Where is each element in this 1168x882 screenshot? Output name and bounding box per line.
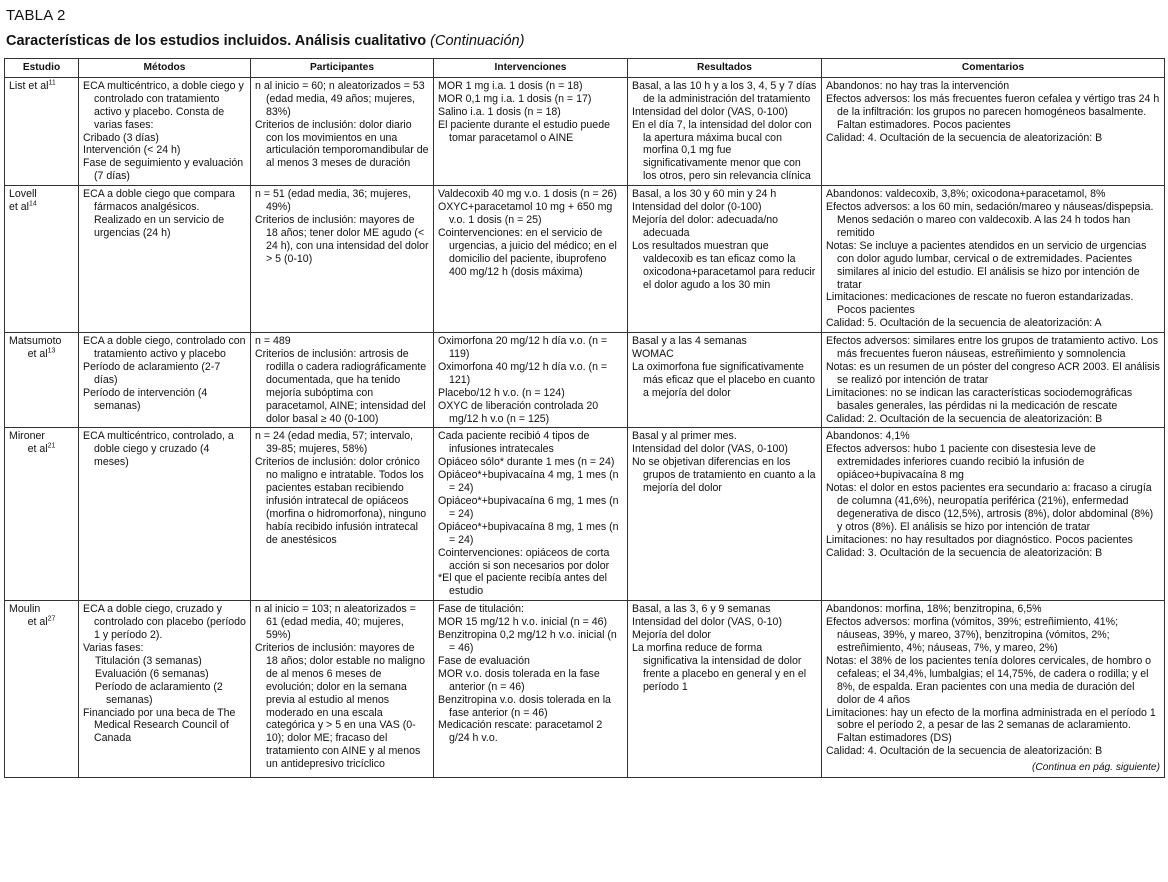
- table-row: [5, 77, 1165, 185]
- cell-line: *El que el paciente recibía antes del estudio: [438, 572, 608, 598]
- reference-number: 21: [47, 442, 56, 450]
- cell-line: ECA a doble ciego que compara fármacos analgésicos. Realizado en un servicio de urgencias (24 h): [83, 188, 235, 239]
- cell-line: Mejoría del dolor: [632, 629, 711, 642]
- cell-line: La oximorfona fue significativamente más eficaz que el placebo en cuanto a mejoría del dolor: [632, 360, 815, 399]
- cell-metodos: [79, 428, 251, 601]
- cell-participantes: [251, 601, 434, 778]
- cell-line: n al inicio = 103; n aleatorizados = 61 (edad media, 40; mujeres, 59%): [255, 603, 416, 642]
- cell-participantes: [251, 77, 434, 185]
- cell-line: Criterios de inclusión: dolor crónico no maligno e intratable. Todos los pacientes estaban recibiendo infusión intratecal de opiáceos (morfina o hidromorfona), ninguno había recibido infusión intratecal de anestésicos: [255, 456, 427, 546]
- header-comentarios: Comentarios: [822, 59, 1165, 78]
- cell-line: Limitaciones: medicaciones de rescate no fueron estandarizadas. Pocos pacientes: [826, 291, 1134, 317]
- cell-line: n = 24 (edad media, 57; intervalo, 39-85; mujeres, 58%): [255, 430, 414, 456]
- study-name-line: Matsumoto: [9, 335, 62, 348]
- cell-line: Opiáceo sólo* durante 1 mes (n = 24): [438, 456, 615, 469]
- cell-line: Basal y al primer mes.: [632, 430, 737, 443]
- cell-line: Placebo/12 h v.o. (n = 124): [438, 386, 565, 399]
- cell-line: Basal, a los 30 y 60 min y 24 h: [632, 188, 777, 201]
- cell-line: La morfina reduce de forma significativa la intensidad de dolor frente a placebo en general y en el período 1: [632, 641, 807, 693]
- cell-metodos: [79, 186, 251, 333]
- cell-line: Calidad: 4. Ocultación de la secuencia de aleatorización: B: [826, 745, 1103, 758]
- cell-line: OXYC de liberación controlada 20 mg/12 h v.o (n = 125): [438, 399, 599, 425]
- cell-line: Basal y a las 4 semanas: [632, 335, 747, 348]
- study-name-line: Mironer: [9, 430, 45, 443]
- reference-number: 11: [48, 79, 56, 87]
- cell-estudio: [5, 333, 79, 428]
- cell-line: Limitaciones: no hay resultados por diagnóstico. Pocos pacientes: [826, 533, 1133, 546]
- cell-line: Criterios de inclusión: dolor diario con los movimientos en una articulación temporomandibular de al menos 3 meses de duración: [255, 118, 429, 170]
- cell-line: Criterios de inclusión: artrosis de rodilla o cadera radiográficamente documentada, que ha tenido mejoría subóptima con paracetamol, AINE; intensidad del dolor basal ≥ 40 (0-100): [255, 348, 427, 425]
- cell-line: n al inicio = 60; n aleatorizados = 53 (edad media, 49 años; mujeres, 83%): [255, 79, 425, 118]
- cell-line: Abandonos: valdecoxib, 3,8%; oxicodona+paracetamol, 8%: [826, 188, 1106, 201]
- cell-line: Valdecoxib 40 mg v.o. 1 dosis (n = 26): [438, 188, 617, 201]
- table-row: [5, 186, 1165, 333]
- header-resultados: Resultados: [628, 59, 822, 78]
- cell-estudio: [5, 601, 79, 778]
- caption-continuation: (Continuación): [430, 33, 525, 49]
- cell-resultados: [628, 186, 822, 333]
- cell-line: Cada paciente recibió 4 tipos de infusiones intratecales: [438, 430, 590, 456]
- cell-line: n = 489: [255, 335, 291, 348]
- cell-line: Período de intervención (4 semanas): [83, 386, 208, 412]
- caption-title: Características de los estudios incluidos. Análisis cualitativo: [6, 33, 427, 49]
- table-row: [5, 601, 1165, 778]
- cell-line: Limitaciones: no se indican las características sociodemográficas basales generales, las pérdidas ni la medicación de rescate: [826, 386, 1133, 412]
- reference-number: 14: [29, 200, 37, 208]
- cell-intervenciones: [434, 333, 628, 428]
- cell-participantes: [251, 428, 434, 601]
- cell-line: OXYC+paracetamol 10 mg + 650 mg v.o. 1 dosis (n = 25): [438, 201, 613, 226]
- cell-line: ECA multicéntrico, controlado, a doble ciego y cruzado (4 meses): [83, 430, 234, 469]
- table-row: [5, 333, 1165, 428]
- study-name-line: et $al^{14}$: [9, 200, 37, 214]
- header-estudio: Estudio: [5, 59, 79, 78]
- cell-line: Calidad: 4. Ocultación de la secuencia de aleatorización: B: [826, 131, 1103, 144]
- cell-line: Calidad: 2. Ocultación de la secuencia de aleatorización: B: [826, 412, 1103, 425]
- cell-line: Fase de evaluación: [438, 654, 530, 667]
- cell-line: Notas: Se incluye a pacientes atendidos en un servicio de urgencias con dolor agudo lumbar, cervical o de extremidades. Pacientes similares al inicio del estudio. El análisis se hizo por intención de tratar: [826, 239, 1147, 291]
- cell-intervenciones: [434, 601, 628, 778]
- cell-line: Oximorfona 40 mg/12 h día v.o. (n = 121): [438, 360, 608, 386]
- cell-resultados: [628, 77, 822, 185]
- cell-line: Evaluación (6 semanas): [95, 667, 209, 680]
- cell-line: MOR 1 mg i.a. 1 dosis (n = 18): [438, 79, 583, 92]
- table-row: [5, 428, 1165, 601]
- cell-line: Criterios de inclusión: mayores de 18 años; tener dolor ME agudo (< 24 h), con una intensidad del dolor > 5 (0-10): [255, 213, 429, 265]
- cell-line: El paciente durante el estudio puede tomar paracetamol o AINE: [438, 118, 610, 144]
- study-name-line: et $al^{21}$: [27, 442, 56, 456]
- study-name-line: Lovell: [9, 188, 37, 201]
- cell-line: Los resultados muestran que valdecoxib es tan eficaz como la oxicodona+paracetamol para reducir el dolor agudo a los 30 min: [632, 239, 816, 291]
- cell-line: Abandonos: morfina, 18%; benzitropina, 6,5%: [826, 603, 1042, 616]
- cell-line: Intensidad del dolor (VAS, 0-10): [632, 616, 782, 629]
- cell-comentarios: [822, 333, 1165, 428]
- cell-line: Intensidad del dolor (VAS, 0-100): [632, 443, 788, 456]
- cell-line: Efectos adversos: los más frecuentes fueron cefalea y vértigo tras 24 h de la infiltración: los grupos no parecen homogéneos basalmente. Faltan estimadores. Pocos pacientes: [826, 92, 1160, 131]
- studies-table: [4, 58, 1165, 778]
- cell-line: Benzitropina v.o. dosis tolerada en la fase anterior (n = 46): [438, 693, 611, 719]
- cell-comentarios: [822, 601, 1165, 778]
- cell-line: Intervención (< 24 h): [83, 144, 181, 157]
- cell-line: Oximorfona 20 mg/12 h día v.o. (n = 119): [438, 335, 608, 361]
- cell-line: Efectos adversos: similares entre los grupos de tratamiento activo. Los más frecuentes fueron náuseas, estreñimiento y somnolencia: [826, 335, 1159, 361]
- cell-line: Efectos adversos: morfina (vómitos, 39%; estreñimiento, 41%; náuseas, 39%, y mareo, 37%), benzitropina (vómitos, 2%; estreñimiento, 4%; náuseas, 7%, y mareo, 2%): [826, 616, 1119, 654]
- study-name-line: et $al^{27}$: [27, 615, 56, 629]
- cell-line: MOR v.o. dosis tolerada en la fase anterior (n = 46): [438, 667, 600, 693]
- header-metodos: Métodos: [79, 59, 251, 78]
- table-caption: [6, 33, 524, 49]
- header-participantes: Participantes: [251, 59, 434, 78]
- cell-line: Período de aclaramiento (2-7 días): [83, 360, 221, 386]
- cell-line: Limitaciones: hay un efecto de la morfina administrada en el período 1 sobre el período 2, a pesar de las 2 semanas de aclaramiento. Faltan estimadores (DS): [826, 706, 1156, 745]
- cell-resultados: [628, 428, 822, 601]
- cell-line: Intensidad del dolor (0-100): [632, 201, 762, 214]
- cell-line: Notas: el 38% de los pacientes tenía dolores cervicales, de hombro o cefaleas; el 34,4%, lumbalgias; el 14,75%, de cadera o rodilla; y el 8%, de espalda. Eran pacientes con una media de duración del dolor de 4 años: [826, 654, 1152, 706]
- reference-number: 27: [47, 615, 56, 623]
- cell-metodos: [79, 601, 251, 778]
- table-label: TABLA 2: [6, 7, 66, 24]
- cell-line: ECA multicéntrico, a doble ciego y controlado con tratamiento activo y placebo. Consta de varias fases:: [83, 79, 244, 131]
- cell-line: Benzitropina 0,2 mg/12 h v.o. inicial (n = 46): [438, 629, 617, 654]
- cell-line: Notas: el dolor en estos pacientes era secundario a: fracaso a cirugía de columna (41,6%), neuropatía periférica (21%), enfermedad degenerativa de disco (12,5%), artrosis (8%), dolor abdominal (8%) y otros (8%). El análisis se hizo por intención de tratar: [826, 482, 1154, 533]
- cell-line: Financiado por una beca de The Medical Research Council of Canada: [83, 706, 236, 745]
- table-header-row: [5, 59, 1165, 78]
- reference-number: 13: [47, 347, 56, 355]
- cell-resultados: [628, 601, 822, 778]
- cell-line: WOMAC: [632, 348, 674, 361]
- cell-estudio: [5, 428, 79, 601]
- cell-line: n = 51 (edad media, 36; mujeres, 49%): [255, 188, 411, 214]
- continuation-note: (Continua en pág. siguiente): [1032, 762, 1160, 774]
- cell-intervenciones: [434, 428, 628, 601]
- study-name-line: List et $al^{11}$: [9, 79, 56, 92]
- cell-line: Intensidad del dolor (VAS, 0-100): [632, 105, 788, 118]
- cell-line: Criterios de inclusión: mayores de 18 años; dolor estable no maligno de al menos 6 meses de evolución; dolor en la semana previa al estudio al menos moderado en una escala categórica y > 5 en una VAS (0-10); dolor ME; fracaso del tratamiento con AINE y al menos un antidepresivo tricíclico: [255, 641, 426, 771]
- cell-line: Fase de seguimiento y evaluación (7 días): [83, 157, 244, 183]
- cell-line: Abandonos: no hay tras la intervención: [826, 79, 1010, 92]
- cell-comentarios: [822, 186, 1165, 333]
- cell-line: Efectos adversos: hubo 1 paciente con disestesia leve de extremidades inferiores cuando recibió la infusión de opiáceo+bupivacaína 8 mg: [826, 443, 1096, 482]
- cell-line: Cointervenciones: en el servicio de urgencias, a juicio del médico; en el domicilio del paciente, ibuprofeno 400 mg/12 h (dosis máxima): [438, 226, 617, 278]
- cell-line: Cribado (3 días): [83, 131, 159, 144]
- cell-line: Titulación (3 semanas): [95, 654, 202, 667]
- cell-line: No se objetivan diferencias en los grupos de tratamiento en cuanto a la mejoría del dolor: [632, 456, 816, 495]
- cell-line: Efectos adversos: a los 60 min, sedación/mareo y náuseas/dispepsia. Menos sedación o mareo con valdecoxib. A las 24 h todos han remitido: [826, 201, 1154, 239]
- study-name-line: et $al^{13}$: [27, 347, 56, 361]
- cell-line: Basal, a las 10 h y a los 3, 4, 5 y 7 días de la administración del tratamiento: [632, 79, 817, 105]
- cell-intervenciones: [434, 186, 628, 333]
- cell-line: Opiáceo*+bupivacaína 6 mg, 1 mes (n = 24): [438, 495, 619, 520]
- cell-participantes: [251, 333, 434, 428]
- cell-line: Calidad: 3. Ocultación de la secuencia de aleatorización: B: [826, 546, 1103, 559]
- cell-line: Período de aclaramiento (2 semanas): [95, 680, 223, 706]
- cell-line: Opiáceo*+bupivacaína 8 mg, 1 mes (n = 24): [438, 520, 619, 546]
- cell-line: Fase de titulación:: [438, 603, 524, 616]
- cell-line: Basal, a las 3, 6 y 9 semanas: [632, 603, 771, 616]
- cell-line: Calidad: 5. Ocultación de la secuencia de aleatorización: A: [826, 317, 1102, 330]
- cell-comentarios: [822, 428, 1165, 601]
- cell-line: Mejoría del dolor: adecuada/no adecuada: [632, 213, 779, 239]
- cell-line: MOR 0,1 mg i.a. 1 dosis (n = 17): [438, 92, 592, 105]
- cell-line: ECA a doble ciego, cruzado y controlado con placebo (período 1 y período 2).: [83, 603, 246, 642]
- cell-line: MOR 15 mg/12 h v.o. inicial (n = 46): [438, 616, 608, 629]
- cell-line: En el día 7, la intensidad del dolor con la apertura máxima bucal con morfina 0,1 mg fue significativamente menor que con los otros, pero sin relevancia clínica: [632, 118, 812, 183]
- cell-line: Notas: es un resumen de un póster del congreso ACR 2003. El análisis se realizó por intención de tratar: [826, 360, 1160, 386]
- cell-line: Abandonos: 4,1%: [826, 430, 910, 443]
- cell-line: Opiáceo*+bupivacaína 4 mg, 1 mes (n = 24): [438, 469, 619, 495]
- cell-line: Medicación rescate: paracetamol 2 g/24 h v.o.: [438, 719, 603, 745]
- cell-metodos: [79, 333, 251, 428]
- cell-resultados: [628, 333, 822, 428]
- cell-line: Cointervenciones: opiáceos de corta acción si son necesarios por dolor: [438, 546, 610, 572]
- header-intervenciones: Intervenciones: [434, 59, 628, 78]
- cell-line: Salino i.a. 1 dosis (n = 18): [438, 105, 561, 118]
- cell-comentarios: [822, 77, 1165, 185]
- cell-line: ECA a doble ciego, controlado con tratamiento activo y placebo: [83, 335, 246, 361]
- cell-metodos: [79, 77, 251, 185]
- study-name-line: Moulin: [9, 603, 41, 616]
- cell-estudio: [5, 186, 79, 333]
- cell-participantes: [251, 186, 434, 333]
- cell-intervenciones: [434, 77, 628, 185]
- cell-estudio: [5, 77, 79, 185]
- cell-line: Varias fases:: [83, 641, 144, 654]
